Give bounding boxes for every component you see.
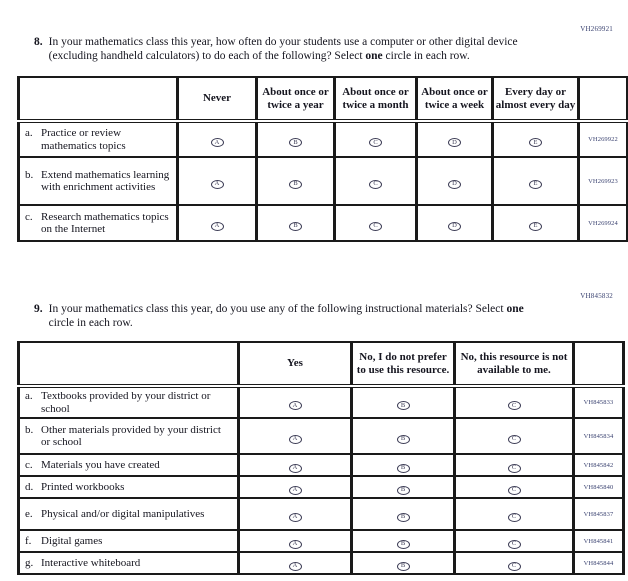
answer-cell xyxy=(257,157,335,205)
item-code: VH269923 xyxy=(579,157,628,205)
answer-cell xyxy=(455,476,574,498)
answer-cell xyxy=(335,157,417,205)
answer-bubble-a[interactable]: A xyxy=(289,562,302,571)
row-prefix: a. xyxy=(25,127,33,139)
answer-bubble-e[interactable]: E xyxy=(529,222,542,231)
table-row-q9b xyxy=(19,418,624,454)
answer-cell xyxy=(352,498,455,530)
table-row-q9a xyxy=(19,386,624,418)
row-label xyxy=(19,552,239,574)
question-9-text xyxy=(49,302,527,330)
q8-col-never: Never xyxy=(178,77,257,121)
answer-cell xyxy=(239,552,352,574)
table-row-q8a xyxy=(19,121,628,157)
question-8-text xyxy=(49,35,527,63)
answer-bubble-b[interactable]: B xyxy=(397,464,410,473)
answer-bubble-a[interactable]: A xyxy=(289,435,302,444)
answer-bubble-b[interactable]: B xyxy=(289,222,302,231)
item-code: VH845834 xyxy=(574,418,624,454)
table-row-q8b xyxy=(19,157,628,205)
row-label-text: Printed workbooks xyxy=(41,480,125,493)
answer-bubble-c[interactable]: C xyxy=(508,464,521,473)
answer-bubble-b[interactable]: B xyxy=(397,486,410,495)
table-row-q9f xyxy=(19,530,624,552)
answer-cell xyxy=(417,205,493,241)
answer-cell xyxy=(455,454,574,476)
row-label-text: Interactive whiteboard xyxy=(41,556,141,569)
answer-cell xyxy=(239,476,352,498)
q9-corner-cell xyxy=(19,342,239,386)
answer-bubble-a[interactable]: A xyxy=(289,401,302,410)
answer-cell xyxy=(352,454,455,476)
answer-bubble-d[interactable]: D xyxy=(448,138,461,147)
q8-col-month: About once or twice a month xyxy=(335,77,417,121)
row-label-text: Extend mathematics learning with enrichment activities xyxy=(41,168,170,193)
answer-cell xyxy=(493,205,579,241)
answer-cell xyxy=(335,121,417,157)
question-9-bold-word: one xyxy=(506,303,524,315)
question-9-response-table xyxy=(17,341,625,575)
row-prefix: d. xyxy=(25,480,34,493)
question-8-code: VH269921 xyxy=(580,25,613,33)
answer-bubble-a[interactable]: A xyxy=(289,486,302,495)
answer-cell xyxy=(335,205,417,241)
row-prefix: b. xyxy=(25,168,34,181)
question-9-number: 9. xyxy=(34,303,43,315)
answer-cell xyxy=(239,498,352,530)
row-prefix: f. xyxy=(25,534,32,547)
row-prefix: a. xyxy=(25,390,33,402)
answer-cell xyxy=(455,552,574,574)
q9-header-row xyxy=(19,342,624,386)
q8-col-week: About once or twice a week xyxy=(417,77,493,121)
question-8-text-part2: circle in each row. xyxy=(382,50,470,62)
answer-bubble-e[interactable]: E xyxy=(529,180,542,189)
q8-col-year: About once or twice a year xyxy=(257,77,335,121)
answer-bubble-a[interactable]: A xyxy=(211,222,224,231)
answer-cell xyxy=(455,530,574,552)
answer-cell xyxy=(178,205,257,241)
q8-corner-cell xyxy=(19,77,178,121)
row-label xyxy=(19,205,178,241)
table-row-q9d xyxy=(19,476,624,498)
q9-col-yes: Yes xyxy=(239,342,352,386)
answer-bubble-e[interactable]: E xyxy=(529,138,542,147)
answer-cell xyxy=(352,386,455,418)
row-label xyxy=(19,121,178,157)
answer-bubble-a[interactable]: A xyxy=(211,180,224,189)
answer-bubble-c[interactable]: C xyxy=(508,435,521,444)
item-code: VH269922 xyxy=(579,121,628,157)
answer-cell xyxy=(257,205,335,241)
answer-cell xyxy=(352,552,455,574)
question-8 xyxy=(34,35,539,63)
table-row-q9c xyxy=(19,454,624,476)
item-code: VH845842 xyxy=(574,454,624,476)
answer-cell xyxy=(239,454,352,476)
answer-cell xyxy=(178,121,257,157)
row-label xyxy=(19,454,239,476)
item-code: VH845844 xyxy=(574,552,624,574)
answer-cell xyxy=(178,157,257,205)
answer-bubble-b[interactable]: B xyxy=(397,435,410,444)
section-spacer xyxy=(0,242,628,292)
row-label-text: Physical and/or digital manipulatives xyxy=(41,507,205,520)
q8-code-col-header xyxy=(579,77,628,121)
answer-bubble-c[interactable]: C xyxy=(508,401,521,410)
answer-bubble-a[interactable]: A xyxy=(289,513,302,522)
answer-bubble-c[interactable]: C xyxy=(508,562,521,571)
answer-bubble-d[interactable]: D xyxy=(448,222,461,231)
row-prefix: e. xyxy=(25,507,33,520)
row-label-text: Textbooks provided by your district or school xyxy=(41,390,211,415)
question-9-code: VH845832 xyxy=(580,292,613,300)
row-prefix: c. xyxy=(25,210,33,223)
q8-header-row xyxy=(19,77,628,121)
answer-cell xyxy=(239,418,352,454)
answer-bubble-a[interactable]: A xyxy=(289,540,302,549)
answer-cell xyxy=(257,121,335,157)
answer-cell xyxy=(352,476,455,498)
answer-bubble-c[interactable]: C xyxy=(508,540,521,549)
row-label xyxy=(19,157,178,205)
answer-cell xyxy=(352,530,455,552)
answer-cell xyxy=(417,157,493,205)
item-code: VH845833 xyxy=(574,386,624,418)
table-row-q9e xyxy=(19,498,624,530)
answer-cell xyxy=(352,418,455,454)
question-9 xyxy=(34,302,539,330)
item-code: VH845840 xyxy=(574,476,624,498)
answer-cell xyxy=(455,386,574,418)
q9-col-no-prefer: No, I do not prefer to use this resource. xyxy=(352,342,455,386)
answer-cell xyxy=(239,530,352,552)
answer-bubble-b[interactable]: B xyxy=(397,562,410,571)
row-label xyxy=(19,386,239,418)
row-label-text: Materials you have created xyxy=(41,458,160,471)
answer-cell xyxy=(239,386,352,418)
item-code: VH845841 xyxy=(574,530,624,552)
row-prefix: g. xyxy=(25,556,34,569)
question-8-bold-word: one xyxy=(365,50,383,62)
question-9-text-part2: circle in each row. xyxy=(48,317,133,329)
q9-col-no-available: No, this resource is not available to me. xyxy=(455,342,574,386)
q9-code-col-header xyxy=(574,342,624,386)
question-9-text-part1: In your mathematics class this year, do you use any of the following instructional materials? Select xyxy=(48,303,507,315)
answer-cell xyxy=(493,157,579,205)
row-prefix: b. xyxy=(25,423,34,436)
answer-bubble-b[interactable]: B xyxy=(397,540,410,549)
answer-cell xyxy=(455,498,574,530)
row-label xyxy=(19,530,239,552)
item-code: VH269924 xyxy=(579,205,628,241)
table-row-q9g xyxy=(19,552,624,574)
answer-cell xyxy=(417,121,493,157)
answer-bubble-b[interactable]: B xyxy=(397,513,410,522)
answer-bubble-a[interactable]: A xyxy=(211,138,224,147)
question-8-number: 8. xyxy=(34,36,43,48)
row-label xyxy=(19,498,239,530)
row-label-text: Practice or review mathematics topics xyxy=(41,127,126,152)
row-label-text: Other materials provided by your district or school xyxy=(41,423,221,448)
row-label xyxy=(19,476,239,498)
row-label xyxy=(19,418,239,454)
row-prefix: c. xyxy=(25,458,33,471)
answer-bubble-c[interactable]: C xyxy=(369,180,382,189)
answer-bubble-b[interactable]: B xyxy=(289,138,302,147)
table-row-q8c xyxy=(19,205,628,241)
answer-bubble-a[interactable]: A xyxy=(289,464,302,473)
row-label-text: Digital games xyxy=(41,534,103,547)
answer-bubble-d[interactable]: D xyxy=(448,180,461,189)
answer-bubble-c[interactable]: C xyxy=(369,222,382,231)
answer-bubble-c[interactable]: C xyxy=(508,513,521,522)
answer-bubble-c[interactable]: C xyxy=(369,138,382,147)
item-code: VH845837 xyxy=(574,498,624,530)
question-8-response-table xyxy=(17,76,628,242)
answer-bubble-b[interactable]: B xyxy=(289,180,302,189)
q8-col-everyday: Every day or almost every day xyxy=(493,77,579,121)
answer-bubble-b[interactable]: B xyxy=(397,401,410,410)
question-8-text-part1: In your mathematics class this year, how often do your students use a computer or other digital device (excluding handheld calculators) to do each of the following? Select xyxy=(48,36,518,62)
answer-cell xyxy=(455,418,574,454)
answer-cell xyxy=(493,121,579,157)
row-label-text: Research mathematics topics on the Internet xyxy=(41,210,169,235)
answer-bubble-c[interactable]: C xyxy=(508,486,521,495)
